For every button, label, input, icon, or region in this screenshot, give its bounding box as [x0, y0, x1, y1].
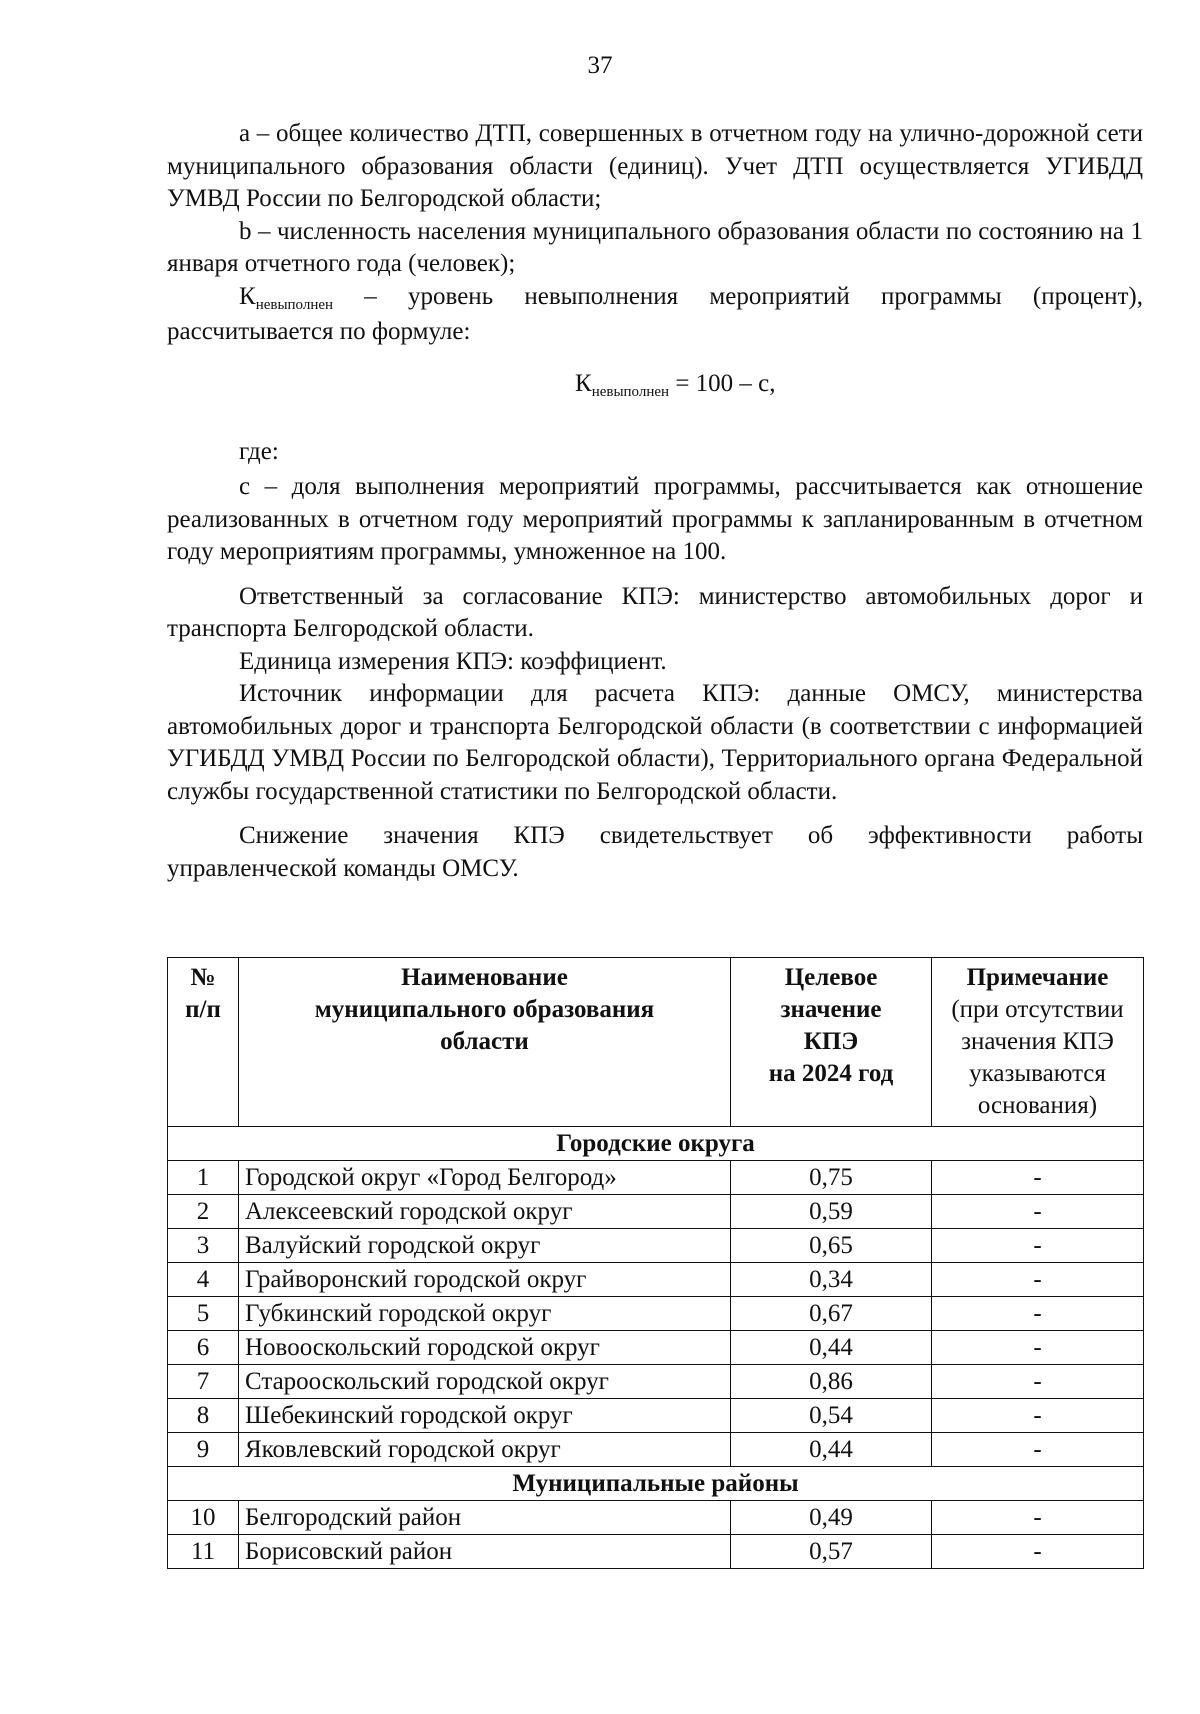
row-note: - — [932, 1433, 1144, 1467]
row-value: 0,34 — [731, 1263, 932, 1297]
row-number: 11 — [168, 1535, 239, 1569]
row-number: 6 — [168, 1331, 239, 1365]
row-name: Алексеевский городской округ — [239, 1195, 731, 1229]
row-name: Борисовский район — [239, 1535, 731, 1569]
row-number: 10 — [168, 1501, 239, 1535]
row-name: Старооскольский городской округ — [239, 1365, 731, 1399]
header-note-line: (при отсутствии — [951, 996, 1124, 1023]
k-definition-text: – уровень невыполнения мероприятий программы (процент), рассчитывается по формуле: — [167, 282, 1143, 345]
table-row — [168, 1331, 1144, 1365]
table-row — [168, 1399, 1144, 1433]
row-value: 0,86 — [731, 1365, 932, 1399]
section-row-municipal-districts — [168, 1467, 1144, 1501]
formula — [575, 370, 776, 398]
row-name: Валуйский городской округ — [239, 1229, 731, 1263]
row-value: 0,44 — [731, 1331, 932, 1365]
k-symbol: К — [239, 282, 256, 310]
header-value-line: Целевое — [784, 964, 878, 991]
formula-subscript: невыполнен — [591, 384, 670, 400]
table-row — [168, 1161, 1144, 1195]
table-header-row — [168, 958, 1144, 1127]
header-number — [168, 958, 239, 1127]
row-value: 0,65 — [731, 1229, 932, 1263]
header-value-line: значение — [780, 996, 882, 1023]
header-note-line: значения КПЭ — [961, 1028, 1114, 1055]
paragraph-b-definition: b – численность населения муниципального образования области по состоянию на 1 января отчетного года (человек); — [167, 217, 1143, 277]
page-number: 37 — [587, 52, 613, 79]
row-number: 8 — [168, 1399, 239, 1433]
row-number: 1 — [168, 1161, 239, 1195]
header-note-line: основания) — [977, 1092, 1098, 1119]
definitions-block — [167, 118, 1143, 349]
formula-symbol: К — [575, 370, 592, 397]
row-value: 0,75 — [731, 1161, 932, 1195]
header-name — [239, 958, 731, 1127]
section-title: Городские округа — [168, 1127, 1144, 1161]
paragraph-responsible: Ответственный за согласование КПЭ: министерство автомобильных дорог и транспорта Белгородской области. — [167, 582, 1143, 642]
header-number-line: п/п — [185, 996, 221, 1023]
header-name-line: области — [440, 1028, 529, 1055]
header-name-line: муниципального образования — [314, 996, 655, 1023]
row-note: - — [932, 1331, 1144, 1365]
k-subscript: невыполнен — [255, 296, 334, 313]
formula-expression: = 100 – c, — [669, 370, 776, 397]
description-block — [167, 471, 1143, 885]
header-name-line: Наименование — [401, 964, 568, 991]
row-note: - — [932, 1161, 1144, 1195]
header-note — [932, 958, 1144, 1127]
row-note: - — [932, 1399, 1144, 1433]
section-title: Муниципальные районы — [168, 1467, 1144, 1501]
table-row — [168, 1229, 1144, 1263]
row-number: 2 — [168, 1195, 239, 1229]
row-name: Яковлевский городской округ — [239, 1433, 731, 1467]
row-number: 9 — [168, 1433, 239, 1467]
header-note-title: Примечание — [966, 964, 1109, 991]
table-row — [168, 1433, 1144, 1467]
row-value: 0,54 — [731, 1399, 932, 1433]
table-row — [168, 1195, 1144, 1229]
row-name: Городской округ «Город Белгород» — [239, 1161, 731, 1195]
row-value: 0,67 — [731, 1297, 932, 1331]
row-name: Шебекинский городской округ — [239, 1399, 731, 1433]
row-note: - — [932, 1195, 1144, 1229]
row-name: Губкинский городской округ — [239, 1297, 731, 1331]
row-number: 3 — [168, 1229, 239, 1263]
header-value-line: КПЭ — [803, 1028, 859, 1055]
row-note: - — [932, 1535, 1144, 1569]
header-value-line: на 2024 год — [768, 1060, 894, 1087]
table-row — [168, 1297, 1144, 1331]
paragraph-a-definition: a – общее количество ДТП, совершенных в отчетном году на улично-дорожной сети муниципального образования области (единиц). Учет ДТП осуществляется УГИБДД УМВД России по Белгородской области; — [167, 120, 1143, 212]
row-number: 5 — [168, 1297, 239, 1331]
row-note: - — [932, 1297, 1144, 1331]
table-row — [168, 1501, 1144, 1535]
paragraph-c-definition: c – доля выполнения мероприятий программы, рассчитывается как отношение реализованных в отчетном году мероприятий программы к запланированным в отчетном году мероприятиям программы, умноженное на 100. — [167, 473, 1143, 565]
row-name: Грайворонский городской округ — [239, 1263, 731, 1297]
row-value: 0,59 — [731, 1195, 932, 1229]
table-row — [168, 1263, 1144, 1297]
header-target-value — [731, 958, 932, 1127]
row-name: Белгородский район — [239, 1501, 731, 1535]
paragraph-k-definition — [167, 281, 1143, 349]
paragraph-conclusion: Снижение значения КПЭ свидетельствует об эффективности работы управленческой команды ОМСУ. — [167, 822, 1143, 882]
paragraph-source: Источник информации для расчета КПЭ: данные ОМСУ, министерства автомобильных дорог и транспорта Белгородской области (в соответствии с информацией УГИБДД УМВД России по Белгородской области), Территориального органа Федеральной службы государственной статистики по Белгородской области. — [167, 680, 1143, 805]
section-row-urban-districts — [168, 1127, 1144, 1161]
row-number: 4 — [168, 1263, 239, 1297]
row-note: - — [932, 1501, 1144, 1535]
header-note-line: указываются — [969, 1060, 1106, 1087]
table-row — [168, 1365, 1144, 1399]
row-note: - — [932, 1229, 1144, 1263]
table-row — [168, 1535, 1144, 1569]
row-name: Новооскольский городской округ — [239, 1331, 731, 1365]
row-value: 0,57 — [731, 1535, 932, 1569]
paragraph-unit: Единица измерения КПЭ: коэффициент. — [239, 647, 667, 675]
row-note: - — [932, 1365, 1144, 1399]
row-note: - — [932, 1263, 1144, 1297]
row-value: 0,49 — [731, 1501, 932, 1535]
where-label: где: — [239, 438, 279, 465]
row-number: 7 — [168, 1365, 239, 1399]
row-value: 0,44 — [731, 1433, 932, 1467]
header-number-line: № — [190, 964, 216, 991]
kpe-table — [167, 957, 1144, 1569]
